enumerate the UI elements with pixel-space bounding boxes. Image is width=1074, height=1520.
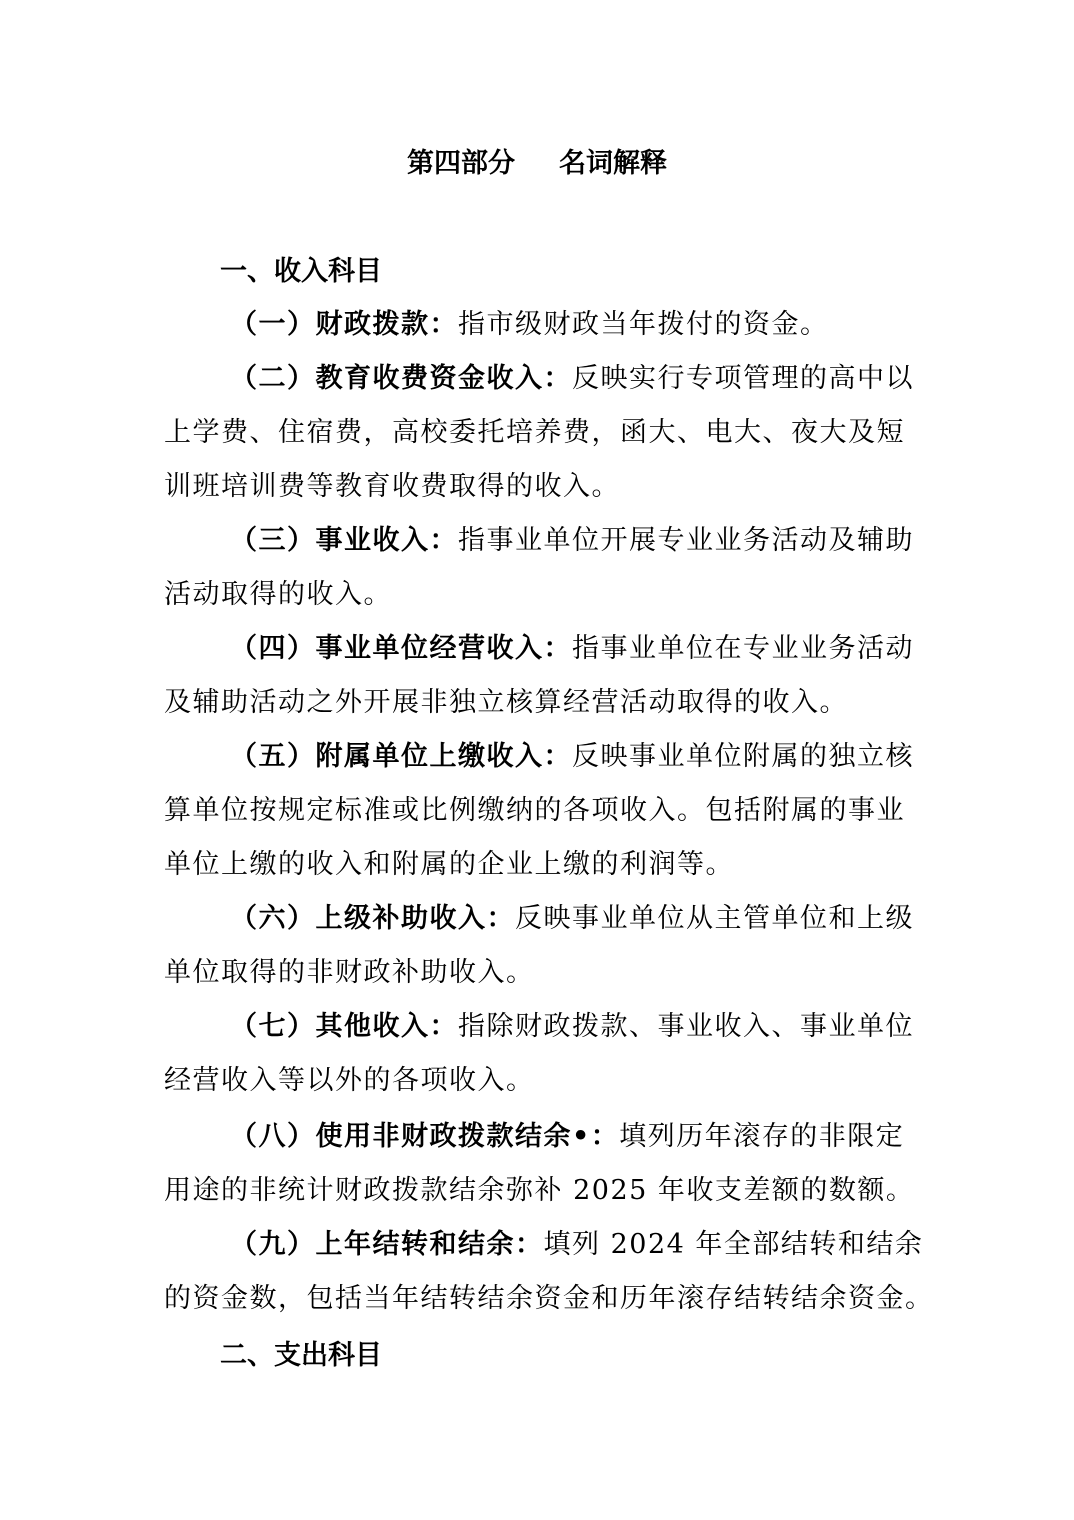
- entry-text: 指事业单位在专业业务活动: [572, 633, 914, 664]
- section-heading-income: 一、收入科目: [220, 256, 382, 287]
- entry-term: （三）事业收入：: [230, 525, 458, 556]
- entry-text: 反映事业单位附属的独立核: [572, 741, 914, 772]
- entry-other-income: [164, 1000, 914, 1108]
- entry-prior-year-carryover: [164, 1218, 934, 1326]
- entry-line: 活动取得的收入。: [164, 579, 392, 610]
- section-heading-expenditure: 二、支出科目: [220, 1340, 382, 1371]
- entry-line: [164, 352, 914, 406]
- entry-line: 单位上缴的收入和附属的企业上缴的利润等。: [164, 849, 734, 880]
- entry-line: [164, 1110, 914, 1164]
- entry-line: 单位取得的非财政补助收入。: [164, 957, 535, 988]
- entry-fiscal-appropriation: [164, 298, 914, 352]
- entry-operating-income: [164, 622, 914, 730]
- entry-line: 经营收入等以外的各项收入。: [164, 1065, 535, 1096]
- entry-line: [164, 1218, 924, 1272]
- entry-text: 指事业单位开展专业业务活动及辅助: [458, 525, 914, 556]
- entry-line: 用途的非统计财政拨款结余弥补 2025 年收支差额的数额。: [164, 1175, 915, 1206]
- entry-line: [164, 514, 914, 568]
- page-title: [0, 142, 1074, 186]
- entry-line: 算单位按规定标准或比例缴纳的各项收入。包括附属的事业: [164, 795, 905, 826]
- entry-term: （七）其他收入：: [230, 1011, 458, 1042]
- entry-line: 上学费、住宿费，高校委托培养费，函大、电大、夜大及短: [164, 417, 905, 448]
- entry-business-income: [164, 514, 914, 622]
- entry-text: 反映事业单位从主管单位和上级: [515, 903, 914, 934]
- entry-term: （四）事业单位经营收入：: [230, 633, 572, 664]
- title-name: 名词解释: [559, 148, 667, 179]
- entry-line: [164, 892, 914, 946]
- entry-text: 填列 2024 年全部结转和结余: [543, 1229, 924, 1260]
- entry-term: （一）财政拨款：: [230, 309, 458, 340]
- entry-affiliated-unit-income: [164, 730, 914, 892]
- title-part: 第四部分: [407, 148, 515, 179]
- entry-line: [164, 298, 914, 352]
- entry-term: （八）使用非财政拨款结余•：: [230, 1121, 620, 1152]
- entry-education-fee-income: [164, 352, 914, 514]
- entry-term: （二）教育收费资金收入：: [230, 363, 572, 394]
- entry-term: （六）上级补助收入：: [230, 903, 515, 934]
- entry-text: 反映实行专项管理的高中以: [572, 363, 914, 394]
- entry-text: 指市级财政当年拨付的资金。: [458, 309, 829, 340]
- entry-text: 填列历年滚存的非限定: [619, 1121, 905, 1152]
- entry-line: [164, 622, 914, 676]
- entry-non-fiscal-surplus: [164, 1110, 914, 1218]
- entry-line: 及辅助活动之外开展非独立核算经营活动取得的收入。: [164, 687, 848, 718]
- entry-line: [164, 730, 914, 784]
- entry-text: 指除财政拨款、事业收入、事业单位: [458, 1011, 914, 1042]
- entry-line: 的资金数，包括当年结转结余资金和历年滚存结转结余资金。: [164, 1283, 934, 1314]
- entry-term: （五）附属单位上缴收入：: [230, 741, 572, 772]
- entry-line: [164, 1000, 914, 1054]
- entry-superior-subsidy-income: [164, 892, 914, 1000]
- entry-term: （九）上年结转和结余：: [230, 1229, 544, 1260]
- entry-line: 训班培训费等教育收费取得的收入。: [164, 471, 620, 502]
